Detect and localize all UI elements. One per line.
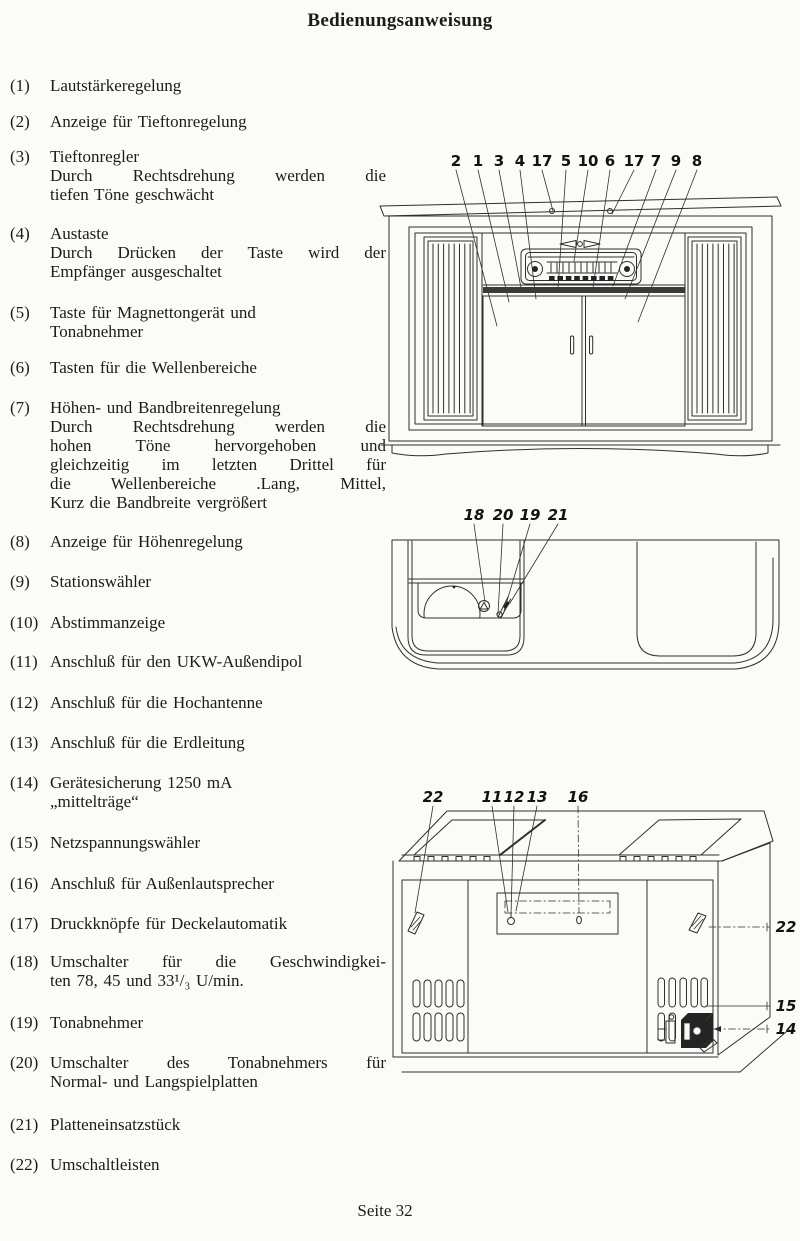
item-number: (2) <box>10 112 30 131</box>
page-title: Bedienungsanweisung <box>307 10 493 31</box>
item-number: (7) <box>10 398 30 417</box>
callout-label: 17 <box>623 152 645 170</box>
item-number: (21) <box>10 1115 39 1134</box>
list-item-13 <box>10 733 386 752</box>
list-item-18 <box>10 952 386 990</box>
antenna-sockets <box>508 918 515 925</box>
item-text-line: Anzeige für Höhenregelung <box>50 532 243 551</box>
item-text-line: Normal- und Langspielplatten <box>50 1072 258 1091</box>
dial-panel <box>521 249 641 284</box>
item-number: (8) <box>10 532 30 551</box>
callout-label: 22 <box>775 918 797 936</box>
item-number: (12) <box>10 693 39 712</box>
rear-cabinet-body <box>393 843 770 1057</box>
list-item-21 <box>10 1115 386 1134</box>
item-text-line: Empfänger ausgeschaltet <box>50 262 222 281</box>
callout-label: 1 <box>472 152 484 170</box>
callout-label: 17 <box>531 152 553 170</box>
callout-label: 15 <box>775 997 797 1015</box>
item-text-line: Stationswähler <box>50 572 152 591</box>
callout-label: 7 <box>650 152 662 170</box>
record-compartment <box>408 541 524 655</box>
item-number: (1) <box>10 76 30 95</box>
front-view-leader-lines <box>456 170 697 326</box>
item-text-line: Taste für Magnettongerät und <box>50 303 256 322</box>
item-text-line: Netzspannungswähler <box>50 833 201 852</box>
latch-right <box>689 913 706 933</box>
item-text-line: Umschalter des Tonabnehmers für <box>50 1053 386 1072</box>
list-item-10 <box>10 613 386 632</box>
connector-panel <box>497 893 618 934</box>
list-item-6 <box>10 358 386 377</box>
item-text-line: Tonabnehmer <box>50 1013 144 1032</box>
item-text-line: Tasten für die Wellenbereiche <box>50 358 257 377</box>
item-number: (11) <box>10 652 38 671</box>
page-number: Seite 32 <box>357 1201 413 1220</box>
item-text-line: Platteneinsatzstück <box>50 1115 181 1134</box>
callout-label: 9 <box>670 152 682 170</box>
list-item-14 <box>10 773 386 811</box>
item-text-line: Tieftonregler <box>50 147 140 166</box>
cabinet-doors <box>483 296 685 426</box>
item-number: (14) <box>10 773 39 792</box>
list-item-22 <box>10 1155 386 1174</box>
callout-label: 13 <box>526 788 548 806</box>
item-text-line: Anschluß für die Erdleitung <box>50 733 245 752</box>
item-text-line: hohen Töne hervorgehoben und <box>50 436 386 455</box>
top-view-callout-labels <box>464 506 569 524</box>
callout-label: 22 <box>422 788 444 806</box>
list-item-3 <box>10 147 386 204</box>
plinth <box>381 445 780 456</box>
item-text-line: Anschluß für den UKW-Außendipol <box>50 652 303 671</box>
item-text-line: Umschaltleisten <box>50 1155 160 1174</box>
callout-label: 4 <box>514 152 526 170</box>
item-number: (20) <box>10 1053 39 1072</box>
list-item-19 <box>10 1013 386 1032</box>
item-text-line: Durch Drücken der Taste wird der <box>50 243 386 262</box>
top-frame <box>399 811 773 861</box>
item-text-line: Höhen- und Bandbreitenregelung <box>50 398 281 417</box>
list-item-20 <box>10 1053 386 1091</box>
speed-selector-knob <box>479 601 490 612</box>
list-item-2 <box>10 112 386 131</box>
list-item-4 <box>10 224 386 281</box>
item-text-line: Abstimmanzeige <box>50 613 166 632</box>
door-handle-left <box>571 336 574 354</box>
item-text-line: Anschluß für die Hochantenne <box>50 693 263 712</box>
item-text-line: Gerätesicherung 1250 mA <box>50 773 233 792</box>
item-number: (9) <box>10 572 30 591</box>
list-item-9 <box>10 572 386 591</box>
item-text-line: die Wellenbereiche .Lang, Mittel, <box>50 474 386 493</box>
item-text-line: Kurz die Bandbreite vergrößert <box>50 493 268 512</box>
callout-label: 11 <box>481 788 503 806</box>
vent-slots-left <box>413 980 464 1041</box>
lid-button-right <box>608 209 613 214</box>
item-number: (4) <box>10 224 30 243</box>
cabinet-body <box>389 216 772 441</box>
figure-top-view <box>385 500 785 680</box>
callout-label: 10 <box>577 152 599 170</box>
callout-label: 2 <box>450 152 462 170</box>
speaker-grille-left <box>424 237 477 420</box>
item-text-line: tiefen Töne geschwächt <box>50 185 215 204</box>
list-item-7 <box>10 398 386 512</box>
item-text-line: gleichzeitig im letzten Drittel für <box>50 455 386 474</box>
list-item-12 <box>10 693 386 712</box>
top-view-leader-lines <box>474 524 558 614</box>
speaker-socket <box>577 916 582 924</box>
item-text-line: Durch Rechtsdrehung werden die <box>50 166 386 185</box>
callout-label: 14 <box>775 1020 797 1038</box>
callout-label: 8 <box>691 152 703 170</box>
fuse-power-unit <box>658 1013 717 1052</box>
item-number: (18) <box>10 952 39 971</box>
front-view-callout-labels <box>451 152 702 170</box>
list-item-16 <box>10 874 386 893</box>
callout-label: 19 <box>519 506 541 524</box>
list-item-8 <box>10 532 386 551</box>
callout-label: 18 <box>463 506 485 524</box>
callout-label: 5 <box>560 152 572 170</box>
item-text-line: Druckknöpfe für Deckelautomatik <box>50 914 288 933</box>
speaker-grille-right <box>688 237 741 420</box>
item-number: (10) <box>10 613 39 632</box>
list-item-1 <box>10 76 386 95</box>
top-view-body <box>392 540 779 669</box>
fuse-holder <box>693 1027 701 1035</box>
list-item-11 <box>10 652 386 671</box>
lid-right <box>619 819 741 855</box>
item-number: (16) <box>10 874 39 893</box>
callout-label: 12 <box>503 788 525 806</box>
base-edge <box>402 1032 786 1072</box>
item-number: (5) <box>10 303 30 322</box>
figure-front-view <box>378 140 800 480</box>
item-text-line: Austaste <box>50 224 109 243</box>
latch-left <box>408 912 424 934</box>
item-text-line: „mittelträge“ <box>50 792 139 811</box>
right-compartment <box>637 542 756 656</box>
dial-ornament <box>560 241 600 248</box>
callout-label: 6 <box>604 152 616 170</box>
turntable-recess <box>418 583 521 618</box>
item-text-line: Lautstärkeregelung <box>50 76 182 95</box>
item-number: (3) <box>10 147 30 166</box>
callout-label: 21 <box>547 506 569 524</box>
door-handle-right <box>590 336 593 354</box>
item-text-line: Tonabnehmer <box>50 322 144 341</box>
callout-label: 16 <box>567 788 589 806</box>
item-number: (13) <box>10 733 39 752</box>
item-text-line: Anschluß für Außenlautsprecher <box>50 874 274 893</box>
item-number: (17) <box>10 914 39 933</box>
list-item-15 <box>10 833 386 852</box>
lid-button-left <box>550 209 555 214</box>
shelf-edge <box>483 285 685 296</box>
hinge-strip <box>414 857 696 862</box>
list-item-5 <box>10 303 386 341</box>
cabinet-top <box>380 197 781 216</box>
item-text-line: Durch Rechtsdrehung werden die <box>50 417 386 436</box>
item-number: (22) <box>10 1155 39 1174</box>
list-item-17 <box>10 914 386 933</box>
item-text-line: ten 78, 45 und 33¹/₃ U/min. <box>50 971 244 990</box>
item-text-line: Anzeige für Tieftonregelung <box>50 112 247 131</box>
callout-label: 3 <box>493 152 505 170</box>
item-number: (19) <box>10 1013 39 1032</box>
item-text-line: Umschalter für die Geschwindigkei- <box>50 952 386 971</box>
callout-label: 20 <box>492 506 514 524</box>
spindle-dot <box>453 586 456 589</box>
item-number: (6) <box>10 358 30 377</box>
item-number: (15) <box>10 833 39 852</box>
figure-rear-view <box>385 778 800 1078</box>
turntable-platter <box>424 586 480 642</box>
